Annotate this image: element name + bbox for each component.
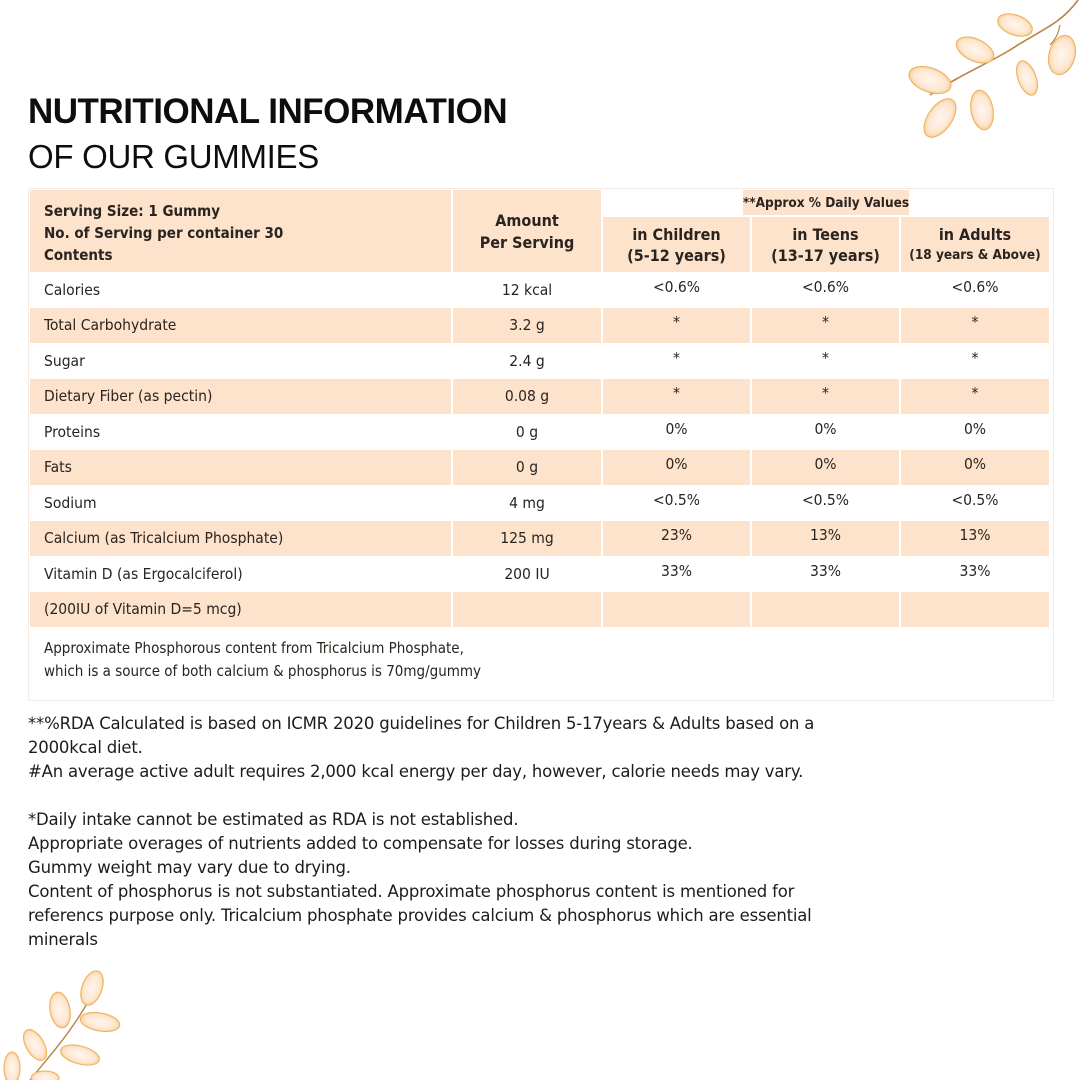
dv-teens: 0% xyxy=(752,450,899,486)
dv-adults: 13% xyxy=(901,521,1049,557)
group-age: (5-12 years) xyxy=(627,245,726,265)
phosphorus-note xyxy=(30,627,1050,697)
daily-intake-note: *Daily intake cannot be estimated as RDA is not established. xyxy=(28,810,519,829)
table-row xyxy=(30,485,1050,521)
servings-per-container: No. of Serving per container 30 xyxy=(44,224,284,242)
contents-label: Contents xyxy=(44,246,113,264)
amount-per-serving: 2.4 g xyxy=(453,343,601,379)
dv-teens: * xyxy=(752,379,899,415)
amount-per-serving: 3.2 g xyxy=(453,308,601,344)
phosphorus-note-line1: Approximate Phosphorous content from Tricalcium Phosphate, xyxy=(44,639,464,657)
dv-children: <0.5% xyxy=(603,485,750,521)
dv-teens: 33% xyxy=(752,556,899,592)
rda-note-line1: **%RDA Calculated is based on ICMR 2020 guidelines for Children 5-17years & Adults based on a xyxy=(28,714,815,733)
header-adults xyxy=(901,217,1049,272)
header-serving-info xyxy=(30,190,451,272)
dv-adults: 0% xyxy=(901,450,1049,486)
serving-size: Serving Size: 1 Gummy xyxy=(44,202,221,220)
dv-children: 33% xyxy=(603,556,750,592)
header-daily-values xyxy=(603,190,1049,272)
phosphorus-disclaimer-line1: Content of phosphorus is not substantiated. Approximate phosphorus content is mentioned for xyxy=(28,882,795,901)
header-amount xyxy=(453,190,601,272)
header-children xyxy=(603,217,750,272)
overages-note: Appropriate overages of nutrients added to compensate for losses during storage. xyxy=(28,834,693,853)
group-label: in Children xyxy=(632,224,721,244)
group-label: in Adults xyxy=(938,224,1012,244)
dv-teens: * xyxy=(752,308,899,344)
table-row xyxy=(30,592,1050,628)
dv-children: 0% xyxy=(603,450,750,486)
phosphorus-note-line2: which is a source of both calcium & phosphorus is 70mg/gummy xyxy=(44,662,482,680)
nutrient-name: Calcium (as Tricalcium Phosphate) xyxy=(30,521,451,557)
amount-per-serving: 0 g xyxy=(453,414,601,450)
leaf-branch-icon xyxy=(890,0,1080,150)
table-row xyxy=(30,343,1050,379)
dv-teens: * xyxy=(752,343,899,379)
dv-adults: 0% xyxy=(901,414,1049,450)
dv-teens: <0.6% xyxy=(752,272,899,308)
dv-children: * xyxy=(603,343,750,379)
dv-children: 23% xyxy=(603,521,750,557)
dv-teens: <0.5% xyxy=(752,485,899,521)
footnotes xyxy=(28,712,1028,952)
dv-children: <0.6% xyxy=(603,272,750,308)
group-age: (18 years & Above) xyxy=(909,246,1041,263)
page-subtitle: OF OUR GUMMIES xyxy=(28,138,319,175)
nutrient-name: Total Carbohydrate xyxy=(30,308,451,344)
amount-per-serving: 0 g xyxy=(453,450,601,486)
table-row xyxy=(30,414,1050,450)
table-row xyxy=(30,272,1050,308)
weight-note: Gummy weight may vary due to drying. xyxy=(28,858,351,877)
nutrient-name: Dietary Fiber (as pectin) xyxy=(30,379,451,415)
nutrient-name: Sugar xyxy=(30,343,451,379)
amount-label-line1: Amount xyxy=(495,211,559,230)
table-row xyxy=(30,308,1050,344)
daily-values-label: **Approx % Daily Values xyxy=(743,190,909,215)
table-row xyxy=(30,450,1050,486)
group-label: in Teens xyxy=(792,224,859,244)
nutrient-name: (200IU of Vitamin D=5 mcg) xyxy=(30,592,451,628)
page-title: NUTRITIONAL INFORMATION xyxy=(28,92,508,131)
dv-adults: <0.6% xyxy=(901,272,1049,308)
dv-teens: 0% xyxy=(752,414,899,450)
amount-per-serving: 200 IU xyxy=(453,556,601,592)
nutrient-name: Fats xyxy=(30,450,451,486)
dv-adults xyxy=(901,592,1049,628)
dv-children: 0% xyxy=(603,414,750,450)
amount-label-line2: Per Serving xyxy=(479,233,575,252)
group-age: (13-17 years) xyxy=(771,245,880,265)
rda-note-line2: 2000kcal diet. xyxy=(28,738,143,757)
dv-children: * xyxy=(603,379,750,415)
dv-teens xyxy=(752,592,899,628)
leaf-branch-icon xyxy=(0,960,140,1080)
table-header xyxy=(30,190,1050,272)
dv-adults: * xyxy=(901,308,1049,344)
amount-per-serving: 12 kcal xyxy=(453,272,601,308)
amount-per-serving xyxy=(453,592,601,628)
nutrition-table xyxy=(30,190,1050,697)
table-row xyxy=(30,556,1050,592)
table-row xyxy=(30,379,1050,415)
phosphorus-disclaimer-line2: referencs purpose only. Tricalcium phosphate provides calcium & phosphorus which are essential xyxy=(28,906,812,925)
table-row xyxy=(30,521,1050,557)
amount-per-serving: 4 mg xyxy=(453,485,601,521)
dv-adults: * xyxy=(901,343,1049,379)
amount-per-serving: 0.08 g xyxy=(453,379,601,415)
calorie-note: #An average active adult requires 2,000 kcal energy per day, however, calorie needs may vary. xyxy=(28,762,804,781)
dv-children: * xyxy=(603,308,750,344)
phosphorus-disclaimer-line3: minerals xyxy=(28,930,98,949)
dv-children xyxy=(603,592,750,628)
header-teens xyxy=(752,217,899,272)
nutrient-name: Proteins xyxy=(30,414,451,450)
nutrient-name: Vitamin D (as Ergocalciferol) xyxy=(30,556,451,592)
dv-adults: 33% xyxy=(901,556,1049,592)
nutrient-name: Calories xyxy=(30,272,451,308)
nutrient-name: Sodium xyxy=(30,485,451,521)
dv-adults: <0.5% xyxy=(901,485,1049,521)
amount-per-serving: 125 mg xyxy=(453,521,601,557)
dv-teens: 13% xyxy=(752,521,899,557)
dv-adults: * xyxy=(901,379,1049,415)
